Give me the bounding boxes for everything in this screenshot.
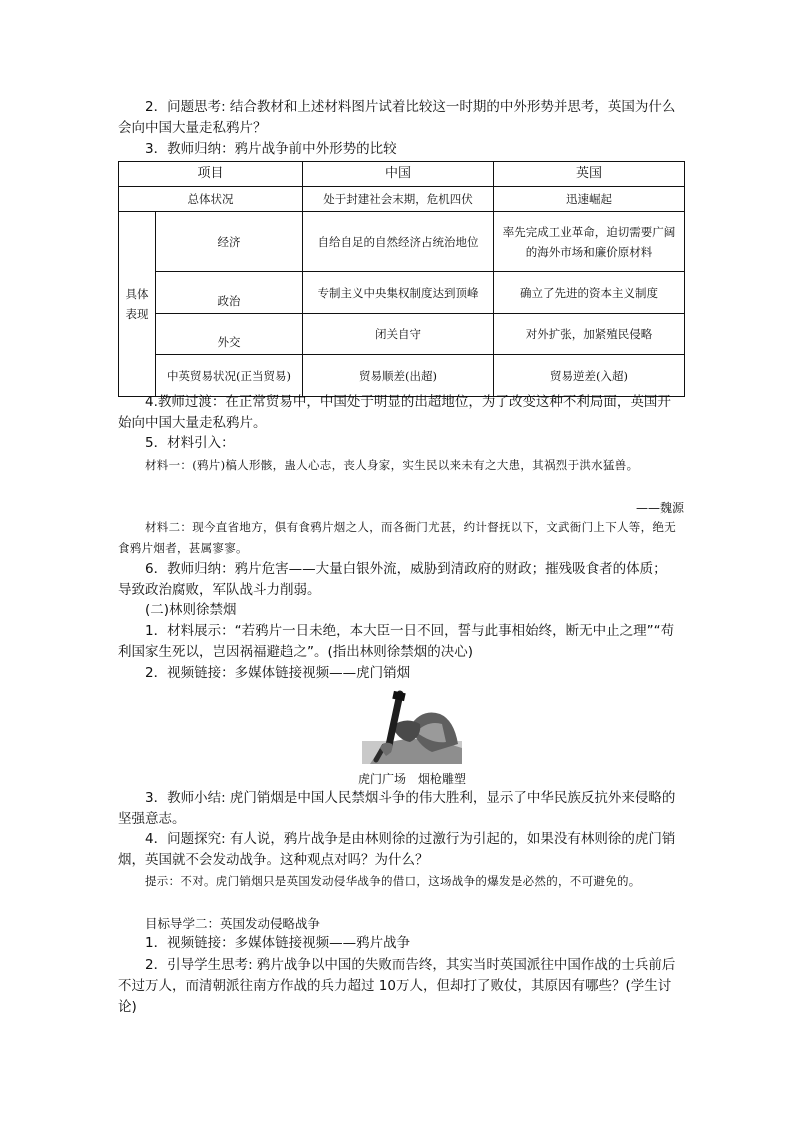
hint-text: 提示：不对。虎门销烟只是英国发动侵华战争的借口，这场战争的爆发是必然的，不可避免的。 xyxy=(145,874,641,888)
paragraph-war-2: 2．引导学生思考: 鸦片战争以中国的失败而告终，其实当时英国派往中国作战的士兵前后不过万人，而清朝派往南方作战的兵力超过 10万人，但却打了败仗，其原因有哪些？(学生讨论) xyxy=(118,957,676,1015)
row-britain-politics: 确立了先进的资本主义制度 xyxy=(494,272,685,314)
paragraph-heading-3: 3．教师归纳：鸦片战争前中外形势的比较 xyxy=(145,141,397,157)
material-one-source: ——魏源 xyxy=(635,501,684,515)
row-label-economy: 经济 xyxy=(156,212,303,272)
overall-label: 总体状况 xyxy=(119,187,303,212)
paragraph-question-2: 2．问题思考: 结合教材和上述材料图片试着比较这一时期的中外形势并思考，英国为什么会向中国大量走私鸦片？ xyxy=(118,99,676,136)
paragraph-lin-1: 1．材料展示：“若鸦片一日未绝，本大臣一日不回，誓与此事相始终，断无中止之理”“苟利国家生死以，岂因祸福避趋之”。(指出林则徐禁烟的决心) xyxy=(118,623,675,660)
paragraph-intro-5: 5．材料引入： xyxy=(145,435,235,451)
paragraph-lin-2: 2．视频链接：多媒体链接视频——虎门销烟 xyxy=(145,665,411,681)
group-label: 具体表现 xyxy=(119,212,156,397)
paragraph-lin-4: 4．问题探究: 有人说，鸦片战争是由林则徐的过激行为引起的，如果没有林则徐的虎门销烟，英国就不会发动战争。这种观点对吗？为什么？ xyxy=(118,831,676,868)
header-britain: 英国 xyxy=(494,162,685,187)
goal-heading-2: 目标导学二：英国发动侵略战争 xyxy=(145,916,321,931)
material-one: 材料一：(鸦片)槁人形骸，蛊人心志，丧人身家，实生民以来未有之大患，其祸烈于洪水猛兽。 xyxy=(145,458,639,472)
row-china-trade: 贸易顺差(出超) xyxy=(303,355,494,397)
opium-pipe-sculpture-image xyxy=(362,686,462,764)
row-china-diplomacy: 闭关自守 xyxy=(303,314,494,355)
row-label-politics: 政治 xyxy=(156,272,303,314)
material-two: 材料二：现今直省地方，俱有食鸦片烟之人，而各衙门尤甚，约计督抚以下，文武衙门上下人等，绝无食鸦片烟者，甚属寥寥。 xyxy=(118,520,676,555)
row-britain-trade: 贸易逆差(入超) xyxy=(494,355,685,397)
overall-britain: 迅速崛起 xyxy=(494,187,685,212)
overall-china: 处于封建社会末期，危机四伏 xyxy=(303,187,494,212)
paragraph-war-1: 1．视频链接：多媒体链接视频——鸦片战争 xyxy=(145,935,411,951)
header-china: 中国 xyxy=(303,162,494,187)
row-label-trade: 中英贸易状况(正当贸易) xyxy=(156,355,303,397)
header-item: 项目 xyxy=(119,162,303,187)
row-britain-economy: 率先完成工业革命，迫切需要广阔的海外市场和廉价原材料 xyxy=(494,212,685,272)
paragraph-summary-6: 6．教师归纳：鸦片危害——大量白银外流，威胁到清政府的财政；摧残吸食者的体质；导致政治腐败，军队战斗力削弱。 xyxy=(118,561,667,598)
comparison-table xyxy=(118,161,685,397)
paragraph-lin-3: 3．教师小结: 虎门销烟是中国人民禁烟斗争的伟大胜利，显示了中华民族反抗外来侵略的坚强意志。 xyxy=(118,790,676,827)
row-label-diplomacy: 外交 xyxy=(156,314,303,355)
row-britain-diplomacy: 对外扩张，加紧殖民侵略 xyxy=(494,314,685,355)
section-heading-lin-zexu: (二)林则徐禁烟 xyxy=(145,602,237,618)
row-china-economy: 自给自足的自然经济占统治地位 xyxy=(303,212,494,272)
paragraph-transition-4: 4.教师过渡：在正常贸易中，中国处于明显的出超地位，为了改变这种不利局面，英国开始向中国大量走私鸦片。 xyxy=(118,394,671,431)
row-china-politics: 专制主义中央集权制度达到顶峰 xyxy=(303,272,494,314)
figure-caption: 虎门广场 烟枪雕塑 xyxy=(357,772,466,786)
